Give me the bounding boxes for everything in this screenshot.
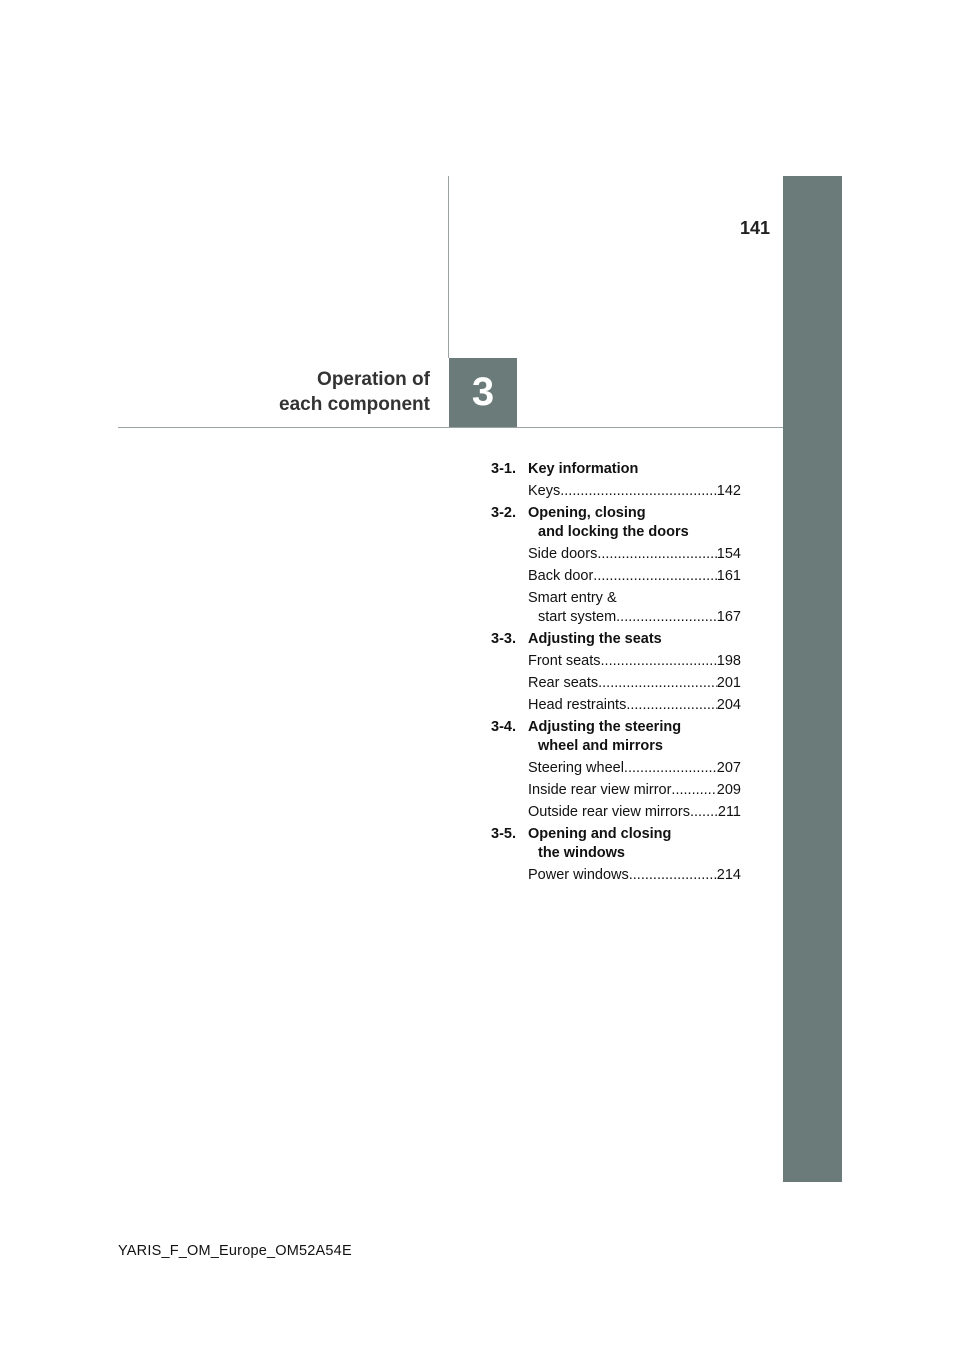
section-title-line: wheel and mirrors	[538, 738, 663, 754]
chapter-title	[279, 367, 430, 417]
toc-entry-row	[528, 545, 741, 564]
toc-entry-row	[528, 567, 741, 586]
toc-page-number: 209	[716, 782, 741, 798]
toc-page-number: 154	[716, 546, 741, 562]
section-title	[528, 718, 741, 756]
toc-entry-row	[528, 674, 741, 693]
toc-page-number: 161	[716, 568, 741, 584]
dot-leader	[690, 803, 718, 822]
page-number: 141	[740, 218, 771, 238]
toc-page-number: 167	[716, 609, 741, 625]
section-title-line: Opening, closing	[528, 505, 646, 521]
dot-leader	[671, 781, 716, 800]
toc-entry-row	[528, 482, 741, 501]
chapter-number-badge: 3	[449, 358, 517, 427]
toc-entry[interactable]	[491, 803, 741, 822]
toc-entry[interactable]	[491, 696, 741, 715]
section-title	[528, 504, 741, 542]
dot-leader	[598, 674, 717, 693]
toc-entry[interactable]	[491, 589, 741, 627]
toc-entry-row	[528, 696, 741, 715]
dot-leader	[593, 567, 717, 586]
chapter-sidebar-tab	[783, 176, 842, 1182]
toc-section-heading[interactable]	[491, 504, 741, 542]
section-title-line: Adjusting the seats	[528, 631, 662, 647]
section-title	[528, 630, 741, 649]
toc-section-heading[interactable]	[491, 718, 741, 756]
toc-entry[interactable]	[491, 652, 741, 671]
vertical-divider	[448, 176, 449, 358]
toc-page-number: 211	[717, 804, 741, 820]
table-of-contents	[491, 460, 741, 888]
toc-section-heading[interactable]	[491, 825, 741, 863]
section-number: 3-2.	[491, 505, 516, 521]
section-title-line: Opening and closing	[528, 826, 672, 842]
toc-page-number: 214	[716, 867, 741, 883]
toc-entry-label: Inside rear view mirror	[528, 782, 672, 798]
toc-page-number: 204	[716, 697, 741, 713]
toc-page-number: 201	[716, 675, 741, 691]
horizontal-divider	[118, 427, 783, 428]
toc-entry-label: Steering wheel	[528, 760, 624, 776]
toc-entry-label: Side doors	[528, 546, 598, 562]
toc-entry[interactable]	[491, 482, 741, 501]
section-title-line: the windows	[538, 845, 625, 861]
toc-entry[interactable]	[491, 545, 741, 564]
dot-leader	[560, 482, 717, 501]
dot-leader	[597, 545, 716, 564]
toc-entry[interactable]	[491, 759, 741, 778]
section-title	[528, 460, 741, 479]
toc-entry-row	[528, 652, 741, 671]
section-title	[528, 825, 741, 863]
section-number: 3-1.	[491, 461, 516, 477]
section-number: 3-3.	[491, 631, 516, 647]
section-title-line: Key information	[528, 461, 639, 477]
toc-page-number: 198	[716, 653, 741, 669]
toc-entry-label: Rear seats	[528, 675, 599, 691]
section-number: 3-4.	[491, 719, 516, 735]
dot-leader	[629, 866, 717, 885]
toc-entry-label: Head restraints	[528, 697, 627, 713]
toc-entry[interactable]	[491, 866, 741, 885]
toc-entry-label-line: Smart entry &	[528, 590, 617, 606]
toc-entry[interactable]	[491, 674, 741, 693]
toc-entry-row	[528, 803, 741, 822]
toc-entry[interactable]	[491, 567, 741, 586]
toc-entry-label: Back door	[528, 568, 594, 584]
toc-entry-label: Power windows	[528, 867, 629, 883]
chapter-title-line: each component	[279, 394, 430, 415]
toc-entry[interactable]	[491, 781, 741, 800]
dot-leader	[601, 652, 717, 671]
dot-leader	[624, 759, 717, 778]
toc-entry-label: Outside rear view mirrors	[528, 804, 690, 820]
toc-page-number: 207	[716, 760, 741, 776]
toc-entry-label: Front seats	[528, 653, 601, 669]
toc-section-heading[interactable]	[491, 630, 741, 649]
chapter-title-line: Operation of	[317, 369, 430, 390]
toc-entry-row	[528, 866, 741, 885]
toc-page-number: 142	[716, 483, 741, 499]
document-footer-code: YARIS_F_OM_Europe_OM52A54E	[118, 1243, 352, 1259]
toc-entry-row	[528, 781, 741, 800]
dot-leader	[616, 608, 717, 627]
toc-entry-label: start system	[538, 609, 617, 625]
dot-leader	[626, 696, 716, 715]
section-number: 3-5.	[491, 826, 516, 842]
toc-entry-row	[528, 608, 741, 627]
section-title-line: and locking the doors	[538, 524, 689, 540]
toc-entry-label: Keys	[528, 483, 561, 499]
section-title-line: Adjusting the steering	[528, 719, 682, 735]
toc-section-heading[interactable]	[491, 460, 741, 479]
toc-entry-row	[528, 759, 741, 778]
